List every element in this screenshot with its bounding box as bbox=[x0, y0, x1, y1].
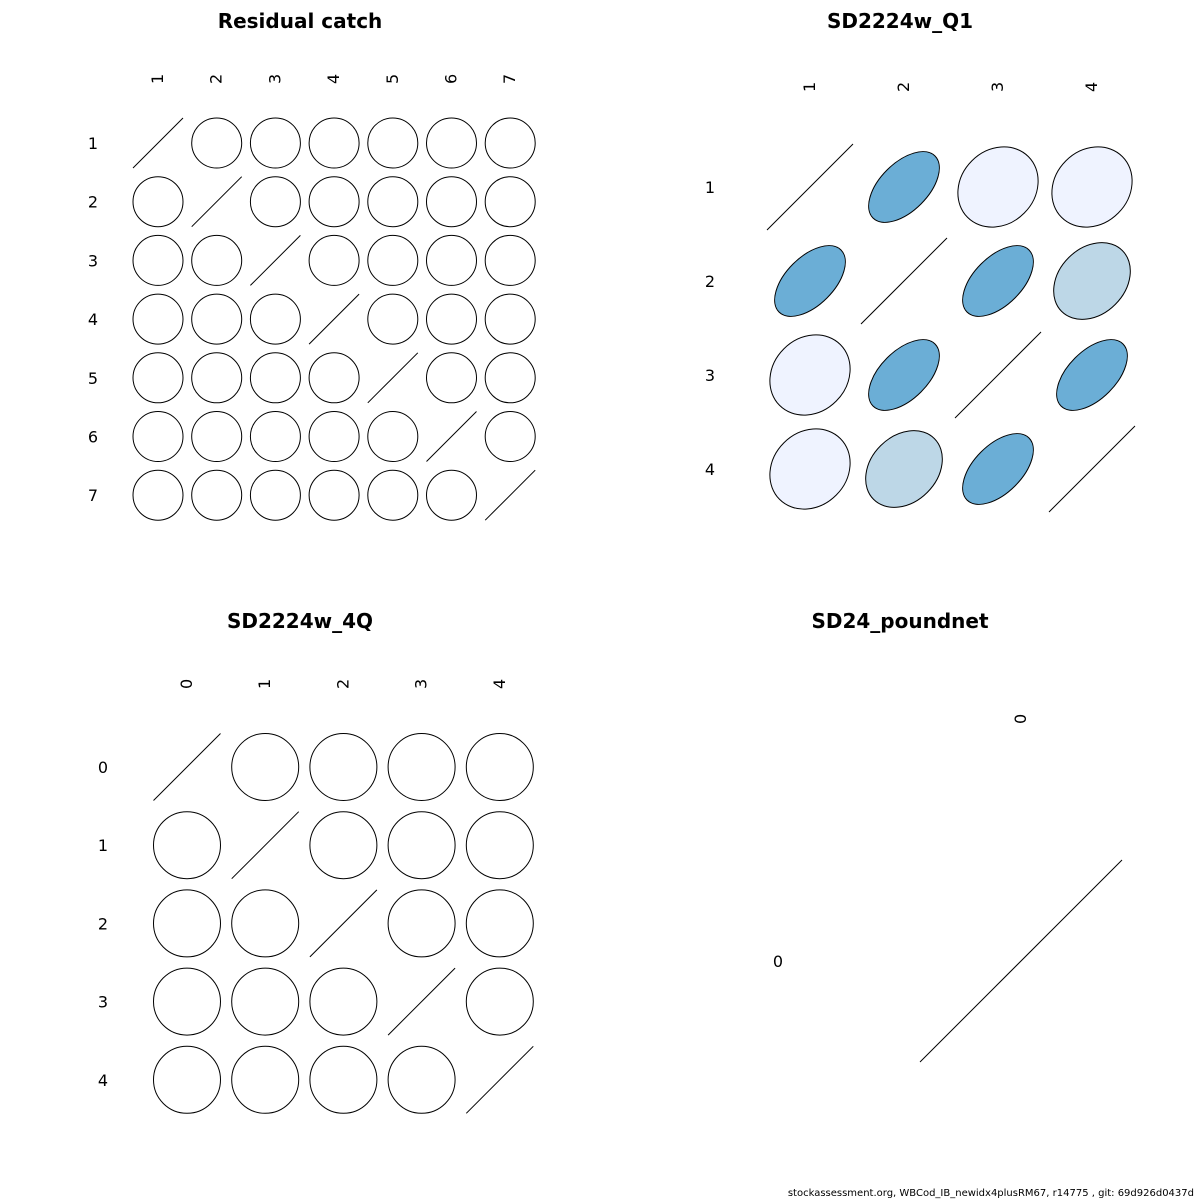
correlation-ellipse bbox=[1035, 130, 1148, 243]
column-label: 1 bbox=[148, 73, 167, 84]
correlation-ellipse bbox=[762, 233, 858, 329]
panel-2 bbox=[705, 9, 1149, 526]
row-label: 6 bbox=[87, 427, 99, 447]
correlation-ellipse bbox=[485, 353, 535, 403]
correlation-ellipse bbox=[427, 177, 477, 227]
correlation-ellipse bbox=[192, 294, 242, 344]
column-label: 4 bbox=[489, 678, 509, 689]
diagonal-line bbox=[485, 470, 535, 520]
correlation-ellipse bbox=[368, 470, 418, 520]
diagonal-line bbox=[250, 235, 300, 285]
correlation-ellipse bbox=[154, 812, 221, 879]
correlation-ellipse bbox=[133, 353, 183, 403]
correlation-ellipse bbox=[192, 118, 242, 168]
column-label: 2 bbox=[894, 81, 913, 92]
row-label: 1 bbox=[97, 836, 109, 856]
column-label: 1 bbox=[800, 81, 819, 92]
panel-title: SD2224w_Q1 bbox=[826, 9, 974, 33]
correlation-ellipse bbox=[154, 968, 221, 1035]
correlation-ellipse bbox=[250, 353, 300, 403]
correlation-ellipse bbox=[250, 177, 300, 227]
correlation-ellipse bbox=[427, 470, 477, 520]
correlation-ellipse bbox=[950, 233, 1046, 329]
panel-4 bbox=[773, 609, 1122, 1062]
diagonal-line bbox=[154, 734, 221, 801]
correlation-ellipse bbox=[950, 421, 1046, 517]
column-label: 0 bbox=[177, 678, 196, 689]
panel-title: SD24_poundnet bbox=[811, 609, 989, 633]
panel-title: SD2224w_4Q bbox=[226, 609, 374, 633]
correlation-ellipse bbox=[368, 118, 418, 168]
correlation-ellipse bbox=[753, 412, 866, 525]
correlation-ellipse bbox=[309, 353, 359, 403]
column-label: 4 bbox=[1082, 81, 1101, 92]
column-label: 2 bbox=[206, 73, 226, 84]
panel-3 bbox=[98, 609, 533, 1113]
row-label: 2 bbox=[87, 192, 99, 212]
correlation-ellipse bbox=[485, 177, 535, 227]
correlation-ellipse bbox=[466, 968, 533, 1035]
diagonal-line bbox=[861, 238, 947, 324]
diagonal-line bbox=[1049, 426, 1135, 512]
correlation-ellipse bbox=[309, 470, 359, 520]
correlation-ellipse bbox=[850, 415, 957, 522]
correlation-ellipse bbox=[309, 177, 359, 227]
correlation-ellipse bbox=[232, 734, 299, 801]
correlation-ellipse bbox=[192, 235, 242, 285]
correlation-ellipse bbox=[250, 470, 300, 520]
correlation-ellipse bbox=[154, 1046, 221, 1113]
row-label: 0 bbox=[97, 758, 109, 777]
row-label: 3 bbox=[97, 992, 109, 1012]
correlation-ellipse bbox=[133, 412, 183, 462]
correlation-ellipse bbox=[310, 1046, 377, 1113]
row-label: 1 bbox=[87, 134, 99, 153]
column-label: 5 bbox=[382, 73, 402, 84]
diagonal-line bbox=[368, 353, 418, 403]
correlation-ellipse bbox=[856, 139, 952, 235]
correlation-ellipse bbox=[250, 412, 300, 462]
correlation-ellipse bbox=[133, 177, 183, 227]
column-label: 7 bbox=[500, 73, 520, 84]
correlation-ellipse bbox=[192, 353, 242, 403]
correlation-ellipse bbox=[310, 812, 377, 879]
correlation-ellipse bbox=[427, 294, 477, 344]
column-label: 6 bbox=[441, 73, 461, 84]
correlation-ellipse bbox=[388, 812, 455, 879]
column-label: 1 bbox=[255, 678, 275, 689]
row-label: 1 bbox=[704, 178, 716, 197]
correlation-ellipse bbox=[368, 235, 418, 285]
diagonal-line bbox=[920, 860, 1122, 1062]
correlation-ellipse bbox=[133, 235, 183, 285]
correlation-ellipse bbox=[133, 470, 183, 520]
correlation-ellipse bbox=[485, 294, 535, 344]
column-label: 2 bbox=[333, 678, 353, 689]
row-label: 7 bbox=[87, 486, 99, 506]
correlation-ellipse bbox=[427, 118, 477, 168]
diagonal-line bbox=[133, 118, 183, 168]
correlation-ellipse bbox=[941, 130, 1054, 243]
correlation-ellipse bbox=[368, 294, 418, 344]
correlation-ellipse bbox=[250, 118, 300, 168]
diagonal-line bbox=[309, 294, 359, 344]
column-label: 3 bbox=[265, 73, 285, 84]
correlation-ellipse bbox=[466, 812, 533, 879]
correlation-ellipse bbox=[232, 968, 299, 1035]
diagonal-line bbox=[310, 890, 377, 957]
row-label: 0 bbox=[772, 952, 784, 971]
correlation-ellipse bbox=[388, 890, 455, 957]
correlation-ellipse bbox=[427, 235, 477, 285]
correlation-ellipse bbox=[1044, 327, 1140, 423]
correlation-ellipse bbox=[368, 177, 418, 227]
column-label: 3 bbox=[988, 81, 1007, 92]
correlation-ellipse bbox=[388, 1046, 455, 1113]
correlation-ellipse bbox=[192, 470, 242, 520]
correlation-ellipse bbox=[753, 318, 866, 431]
diagonal-line bbox=[466, 1046, 533, 1113]
correlation-ellipse bbox=[309, 118, 359, 168]
diagonal-line bbox=[388, 968, 455, 1035]
column-label: 3 bbox=[411, 678, 431, 689]
correlation-ellipse bbox=[310, 734, 377, 801]
row-label: 4 bbox=[97, 1070, 109, 1090]
correlation-ellipse bbox=[232, 890, 299, 957]
column-label: 4 bbox=[324, 73, 344, 84]
footer-text: stockassessment.org, WBCod_IB_newidx4plusRM67, r14775 , git: 69d926d0437d bbox=[787, 1188, 1194, 1199]
correlation-ellipse bbox=[485, 412, 535, 462]
row-label: 2 bbox=[97, 914, 109, 934]
correlation-ellipse bbox=[485, 235, 535, 285]
correlation-ellipse bbox=[309, 235, 359, 285]
column-label: 0 bbox=[1011, 713, 1030, 724]
correlation-ellipse bbox=[427, 353, 477, 403]
panel-1 bbox=[88, 9, 535, 520]
correlation-ellipse bbox=[192, 412, 242, 462]
diagonal-line bbox=[955, 332, 1041, 418]
row-label: 5 bbox=[87, 368, 99, 388]
correlation-ellipse bbox=[232, 1046, 299, 1113]
correlation-ellipse bbox=[466, 890, 533, 957]
row-label: 4 bbox=[87, 310, 99, 330]
diagonal-line bbox=[192, 177, 242, 227]
correlation-ellipse bbox=[388, 734, 455, 801]
correlation-ellipse bbox=[154, 890, 221, 957]
correlation-ellipse bbox=[485, 118, 535, 168]
row-label: 2 bbox=[704, 272, 716, 291]
correlation-ellipse bbox=[1038, 227, 1145, 334]
correlation-ellipse bbox=[133, 294, 183, 344]
row-label: 3 bbox=[704, 366, 716, 385]
panel-title: Residual catch bbox=[217, 9, 383, 33]
row-label: 3 bbox=[87, 251, 99, 271]
correlation-ellipse bbox=[368, 412, 418, 462]
correlation-ellipse bbox=[309, 412, 359, 462]
diagonal-line bbox=[427, 412, 477, 462]
correlation-ellipse bbox=[466, 734, 533, 801]
diagonal-line bbox=[767, 144, 853, 230]
diagonal-line bbox=[232, 812, 299, 879]
correlation-ellipse bbox=[856, 327, 952, 423]
correlation-ellipse bbox=[310, 968, 377, 1035]
correlation-ellipse bbox=[250, 294, 300, 344]
row-label: 4 bbox=[704, 460, 716, 479]
